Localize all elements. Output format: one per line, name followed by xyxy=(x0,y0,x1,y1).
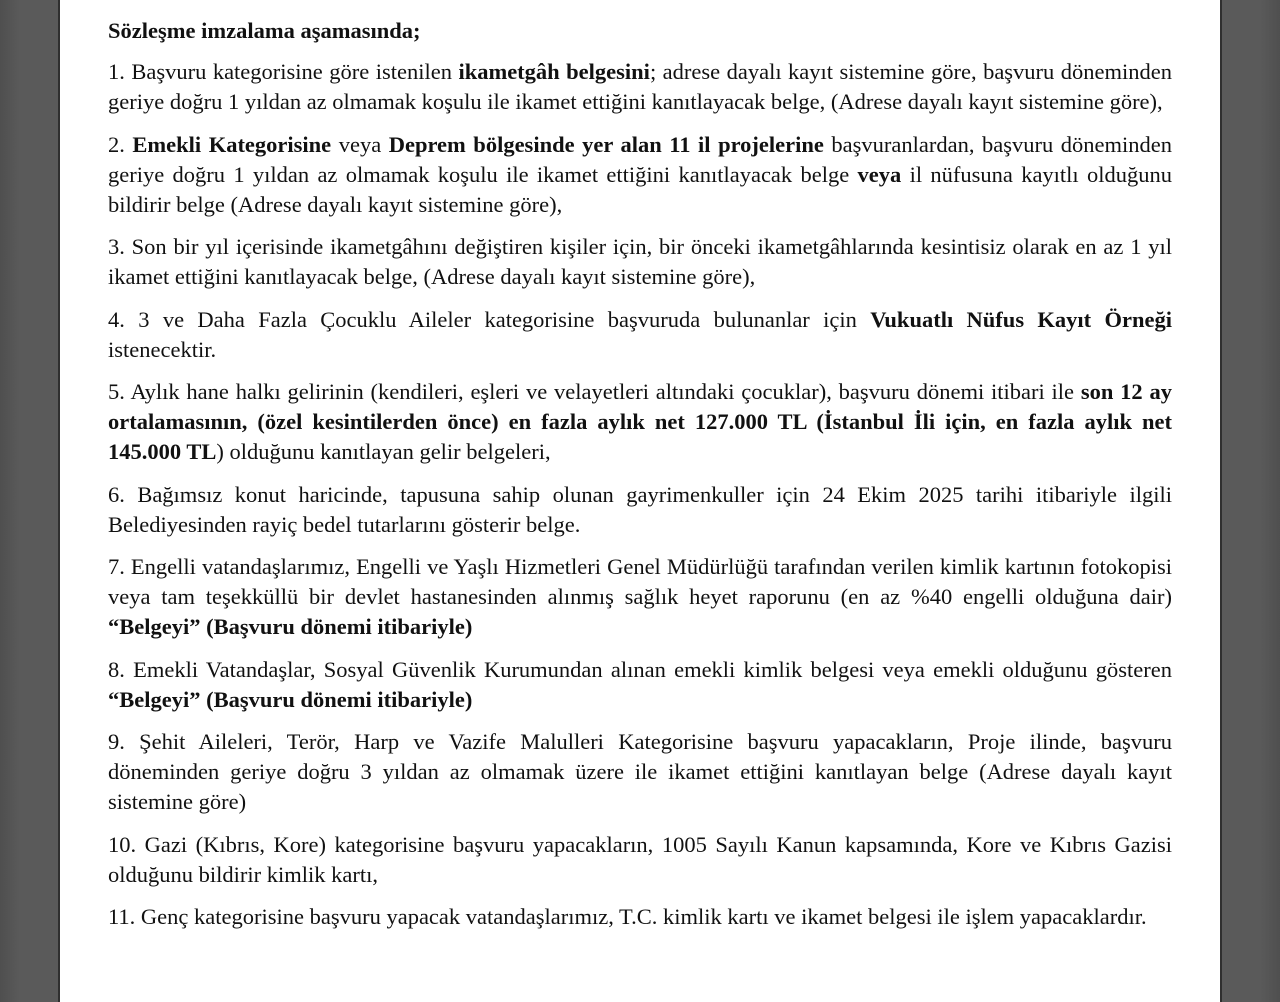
bold-text: ikametgâh belgesini xyxy=(458,59,650,84)
text-run: 7. Engelli vatandaşlarımız, Engelli ve Yaşlı Hizmetleri Genel Müdürlüğü tarafından verilen kimlik kartının fotokopisi veya tam teşekküllü bir devlet hastanesinden alınmış sağlık heyet raporunu (en az %40 engelli olduğuna dair) xyxy=(108,554,1172,609)
bold-text: “Belgeyi” (Başvuru dönemi itibariyle) xyxy=(108,686,473,712)
list-item xyxy=(108,377,1172,467)
list-item xyxy=(108,552,1172,642)
text-run: 9. Şehit Aileleri, Terör, Harp ve Vazife Malulleri Kategorisine başvuru yapacakların, Proje ilinde, başvuru döneminden geriye doğru 3 yıldan az olmamak üzere ile ikamet ettiğini kanıtlayan belge (Adrese dayalı kayıt sistemine göre) xyxy=(108,729,1172,814)
list-item xyxy=(108,232,1172,292)
text-run: istenecektir. xyxy=(108,336,217,362)
text-run: 3. Son bir yıl içerisinde ikametgâhını değiştiren kişiler için, bir önceki ikametgâhlarında kesintisiz olarak en az 1 yıl ikamet ettiğini kanıtlayacak belge, (Adrese dayalı kayıt sistemine göre), xyxy=(108,234,1172,289)
bold-text: Vukuatlı Nüfus Kayıt Örneği xyxy=(870,306,1172,332)
text-run: ; adrese dayalı kayıt sistemine göre, başvuru döneminden geriye doğru 1 yıldan az olmamak koşulu ile ikamet ettiğini kanıtlayacak belge, (Adrese dayalı kayıt sistemine göre), xyxy=(108,59,1173,114)
text-run: 5. Aylık hane halkı gelirinin (kendileri, eşleri ve velayetleri altındaki çocuklar), başvuru dönemi itibari ile xyxy=(108,379,1081,404)
bold-text: Emekli Kategorisine xyxy=(132,131,332,157)
text-run: ) olduğunu kanıtlayan gelir belgeleri, xyxy=(216,439,551,464)
document-content xyxy=(108,16,1172,945)
document-page xyxy=(58,0,1222,1002)
list-item xyxy=(108,727,1172,817)
text-run: 10. Gazi (Kıbrıs, Kore) kategorisine başvuru yapacakların, 1005 Sayılı Kanun kapsamında, Kore ve Kıbrıs Gazisi olduğunu bildirir kimlik kartı, xyxy=(108,831,1172,887)
bold-text: veya xyxy=(857,161,902,187)
list-item xyxy=(108,830,1172,890)
text-run: 11. Genç kategorisine başvuru yapacak vatandaşlarımız, T.C. kimlik kartı ve ikamet belgesi ile işlem yapacaklardır. xyxy=(108,904,1147,929)
text-run: 8. Emekli Vatandaşlar, Sosyal Güvenlik Kurumundan alınan emekli kimlik belgesi veya emekli olduğunu gösteren xyxy=(108,656,1172,682)
list-item xyxy=(108,902,1172,932)
section-heading: Sözleşme imzalama aşamasında; xyxy=(108,18,421,43)
list-item xyxy=(108,130,1172,220)
text-run: 4. 3 ve Daha Fazla Çocuklu Aileler kategorisine başvuruda bulunanlar için xyxy=(108,306,871,332)
text-run: veya xyxy=(331,131,389,157)
text-run: 2. xyxy=(108,131,133,157)
text-run: il nüfusuna kayıtlı olduğunu bildirir belge (Adrese dayalı kayıt sistemine göre), xyxy=(108,161,1172,217)
bold-text: “Belgeyi” (Başvuru dönemi itibariyle) xyxy=(108,614,473,639)
bold-text: Deprem bölgesinde yer alan 11 il projelerine xyxy=(388,131,824,157)
list-item xyxy=(108,305,1172,365)
text-run: 1. Başvuru kategorisine göre istenilen xyxy=(108,59,459,84)
bold-text: son 12 ay ortalamasının, (özel kesintilerden önce) en fazla aylık net 127.000 TL (İstanbul İli için, en fazla aylık net 145.000 TL xyxy=(108,379,1172,464)
list-item xyxy=(108,480,1172,540)
list-item xyxy=(108,655,1172,715)
text-run: başvuranlardan, başvuru döneminden geriye doğru 1 yıldan az olmamak koşulu ile ikamet ettiğini kanıtlayacak belge xyxy=(108,131,1172,187)
text-run: 6. Bağımsız konut haricinde, tapusuna sahip olunan gayrimenkuller için 24 Ekim 2025 tarihi itibariyle ilgili Belediyesinden rayiç bedel tutarlarını gösterir belge. xyxy=(108,481,1172,537)
list-item xyxy=(108,57,1172,117)
requirements-list xyxy=(108,57,1172,932)
